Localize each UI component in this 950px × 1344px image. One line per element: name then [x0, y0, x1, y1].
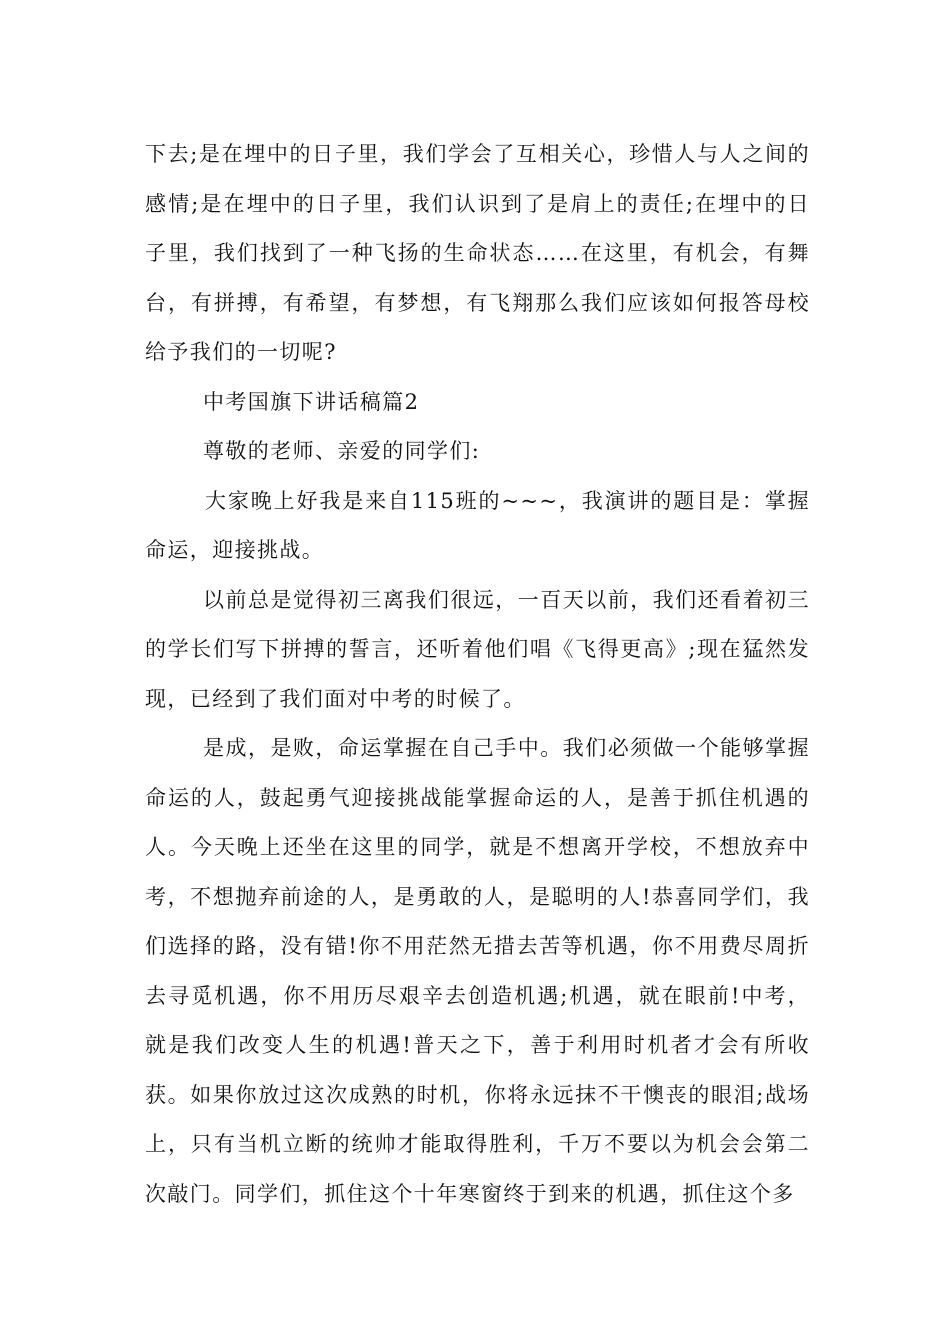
section-heading: 中考国旗下讲话稿篇2: [203, 389, 420, 414]
paragraph-destiny: 是成，是败，命运掌握在自己手中。我们必须做一个能够掌握命运的人，鼓起勇气迎接挑战能掌握命运的人，是善于抓住机遇的人。今天晚上还坐在这里的同学，就是不想离开学校，不想放弃中考，不想抛弃前途的人，是勇敢的人，是聪明的人!恭喜同学们，我们选择的路，没有错!你不用茫然无措去苦等机遇，你不用费尽周折去寻觅机遇，你不用历尽艰辛去创造机遇;机遇，就在眼前!中考，就是我们改变人生的机遇!普天之下，善于利用时机者才会有所收获。如果你放过这次成熟的时机，你将永远抹不干懊丧的眼泪;战场上，只有当机立断的统帅才能取得胜利，千万不要以为机会会第二次敲门。同学们，抓住这个十年寒窗终于到来的机遇，抓住这个多: [145, 736, 810, 1206]
document-body: [145, 130, 810, 1219]
paragraph-continuation: 下去;是在埋中的日子里，我们学会了互相关心，珍惜人与人之间的感情;是在埋中的日子里，我们认识到了是肩上的责任;在埋中的日子里，我们找到了一种飞扬的生命状态……在这里，有机会，有舞台，有拼搏，有希望，有梦想，有飞翔那么我们应该如何报答母校给予我们的一切呢?: [145, 142, 810, 364]
salutation: 尊敬的老师、亲爱的同学们:: [203, 439, 481, 463]
paragraph-greeting: 大家晚上好我是来自115班的~~~，我演讲的题目是：掌握命运，迎接挑战。: [145, 488, 810, 562]
paragraph-recollection: 以前总是觉得初三离我们很远，一百天以前，我们还看着初三的学长们写下拼搏的誓言，还听着他们唱《飞得更高》;现在猛然发现，已经到了我们面对中考的时候了。: [145, 587, 810, 711]
